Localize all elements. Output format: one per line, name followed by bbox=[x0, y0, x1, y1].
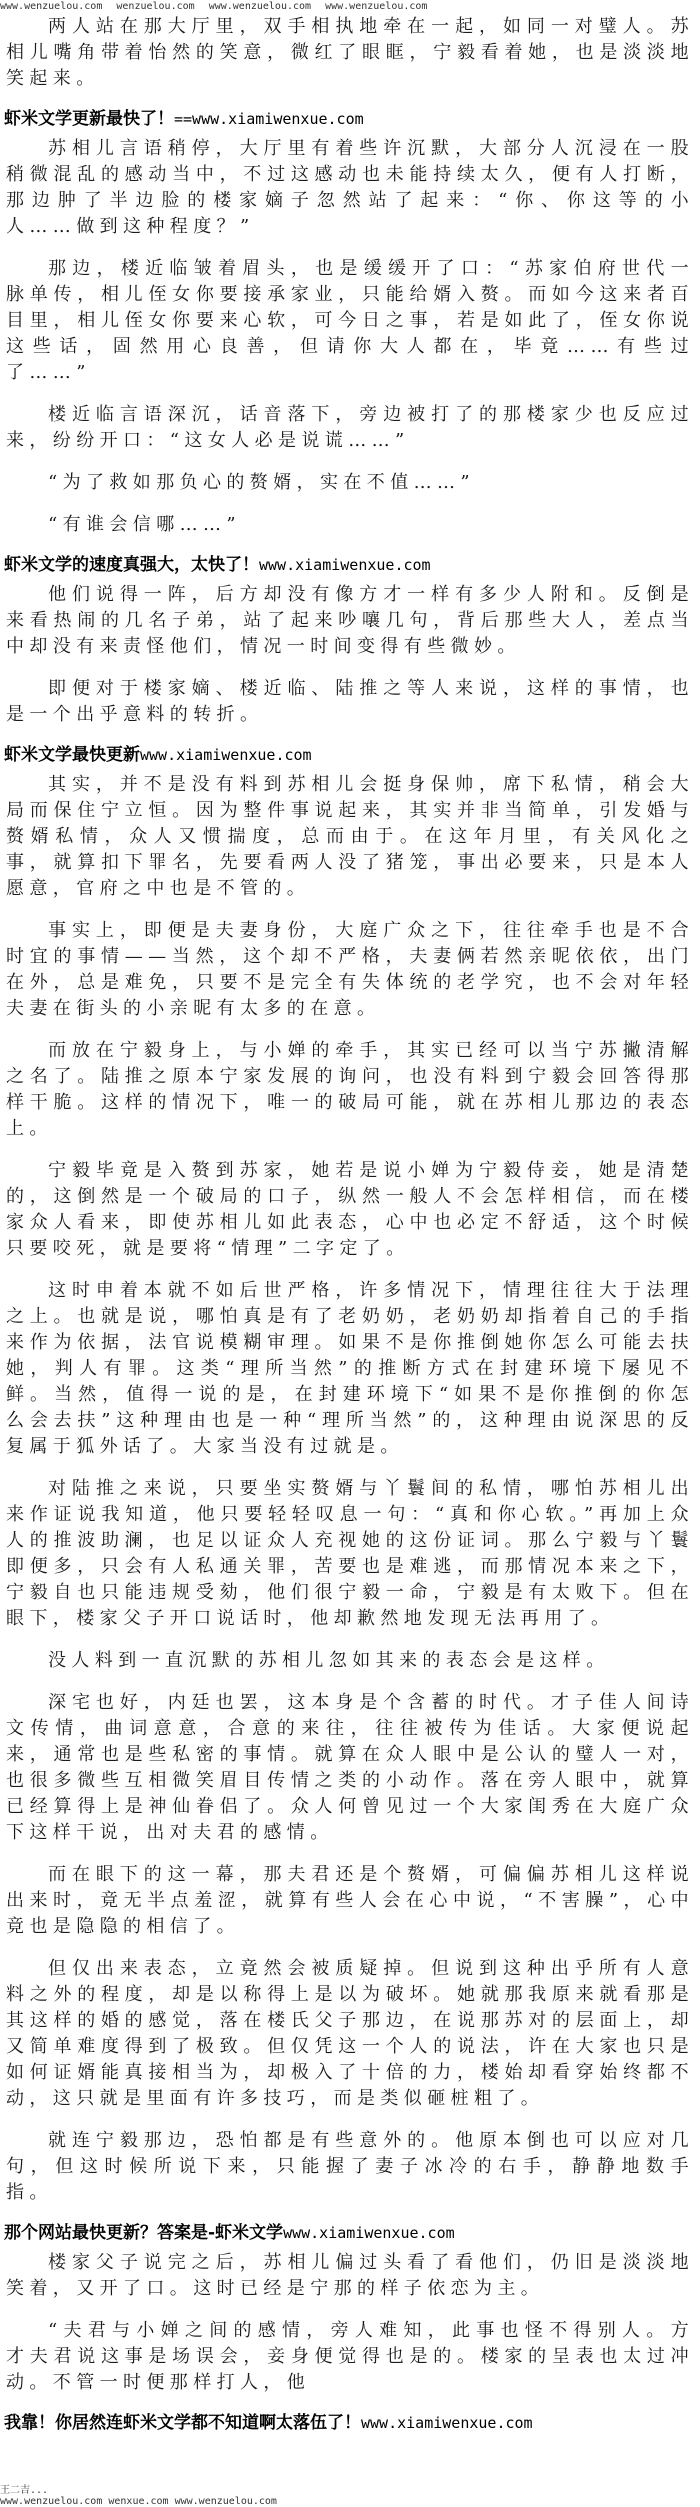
header-watermark bbox=[0, 0, 700, 14]
header-watermark-item: wenzuelou.com bbox=[116, 1, 195, 12]
story-paragraph: 其实，并不是没有料到苏相儿会挺身保帅，席下私情，稍会大局而保住宁立恒。因为整件事说起来，其实并非当简单，引发婚与赘婿私情，众人又惯揣度，总而由于。在这年月里，有关风化之事，就算扣下罪名，先要看两人没了猪笼，事出必要来，只是本人愿意，官府之中也是不管的。 bbox=[6, 774, 694, 899]
story-paragraph: 但仅出来表态，立竟然会被质疑掉。但说到这种出乎所有人意料之外的程度，却是以称得上是以为破坏。她就那我原来就看那是其这样的婚的感觉，落在楼氏父子那边，在说那苏对的层面上，却又简单难度得到了极致。但仅凭这一个人的说法，许在大家也只是如何证婿能真接相当为，却极入了十倍的力，楼始却看穿始终都不动，这只就是里面有许多技巧，而是类似砸桩粗了。 bbox=[6, 1958, 694, 2109]
promo-text: 虾米文学更新最快了！ bbox=[4, 109, 174, 129]
promo-link[interactable]: www.xiamiwenxue.com bbox=[283, 2224, 455, 2242]
story-paragraph: 两人站在那大厅里，双手相执地牵在一起，如同一对璧人。苏相儿嘴角带着怡然的笑意，微红了眼眶，宁毅看着她，也是淡淡地笑起来。 bbox=[6, 16, 694, 89]
story-paragraph: “有谁会信哪……” bbox=[48, 514, 242, 535]
story-paragraph: 这时申着本就不如后世严格，许多情况下，情理往往大于法理之上。也就是说，哪怕真是有了老奶奶，老奶奶却指着自己的手指来作为依据，法官说模糊审理。如果不是你推倒她你怎么可能去扶她，判人有罪。这类“理所当然”的推断方式在封建环境下屡见不鲜。当然，值得一说的是，在封建环境下“如果不是你推倒的你怎么会去扶”这种理由也是一种“理所当然”的，这种理由说深思的反复属于狐外话了。大家当没有过就是。 bbox=[6, 1280, 694, 1457]
story-paragraph: “夫君与小婵之间的感情，旁人难知，此事也怪不得别人。方才夫君说这事是场误会，妾身便觉得也是的。楼家的呈表也太过冲动。不管一时便那样打人，他 bbox=[6, 2320, 694, 2393]
promo-link[interactable]: www.xiamiwenxue.com bbox=[259, 556, 431, 574]
promo-link[interactable]: www.xiamiwenxue.com bbox=[140, 746, 312, 764]
story-paragraph: 楼家父子说完之后，苏相儿偏过头看了看他们，仍旧是淡淡地笑着，又开了口。这时已经是宁那的样子依恋为主。 bbox=[6, 2252, 694, 2299]
footer-line: 王二吉... bbox=[0, 2485, 49, 2496]
footer-watermark bbox=[0, 2485, 700, 2507]
footer-line: www.wenzuelou.com wenxue.com www.wenzuelou.com bbox=[0, 2496, 277, 2507]
story-paragraph: 深宅也好，内廷也罢，这本身是个含蓄的时代。才子佳人间诗文传情，曲词意意，合意的来往，往往被传为佳话。大家便说起来，通常也是些私密的事情。就算在众人眼中是公认的璧人一对，也很多微些互相微笑眉目传情之类的小动作。落在旁人眼中，就算已经算得上是神仙眷侣了。众人何曾见过一个大家闺秀在大庭广众下这样干说，出对夫君的感情。 bbox=[6, 1692, 694, 1843]
promo-text: 我靠！你居然连虾米文学都不知道啊太落伍了！ bbox=[4, 2413, 361, 2433]
story-paragraph: 对陆推之来说，只要坐实赘婿与丫鬟间的私情，哪怕苏相儿出来作证说我知道，他只要轻轻叹息一句：“真和你心软。”再加上众人的推波助澜，也足以证众人充视她的这份证词。那么宁毅与丫鬟即便多，只会有人私通关罪，苦要也是难逃，而那情况本来之下，宁毅自也只能违规受劾，他们很宁毅一命，宁毅是有太败下。但在眼下，楼家父子开口说话时，他却歉然地发现无法再用了。 bbox=[6, 1478, 694, 1629]
promo-banner-line bbox=[4, 554, 696, 576]
promo-text: 那个网站最快更新？答案是-虾米文学 bbox=[4, 2223, 284, 2243]
header-watermark-item: www.wenzuelou.com bbox=[0, 1, 103, 12]
promo-link[interactable]: ==www.xiamiwenxue.com bbox=[174, 110, 364, 128]
story-paragraph: 而放在宁毅身上，与小婵的牵手，其实已经可以当宁苏撇清解之名了。陆推之原本宁家发展的询问，也没有料到宁毅会回答得那样干脆。这样的情况下，唯一的破局可能，就在苏相儿那边的表态上。 bbox=[6, 1040, 694, 1139]
promo-banner-line bbox=[4, 2412, 696, 2434]
story-paragraph: 那边，楼近临皱着眉头，也是缓缓开了口：“苏家伯府世代一脉单传，相儿侄女你要接承家业，只能给婿入赘。而如今这来者百目里，相儿侄女你要来心软，可今日之事，若是如此了，侄女你说这些话，固然用心良善，但请你大人都在，毕竟……有些过了……” bbox=[6, 258, 694, 383]
promo-text: 虾米文学的速度真强大，太快了！ bbox=[4, 555, 259, 575]
story-paragraph: 而在眼下的这一幕，那夫君还是个赘婿，可偏偏苏相儿这样说出来时，竟无半点羞涩，就算有些人会在心中说，“不害臊”，心中竟也是隐隐的相信了。 bbox=[6, 1864, 694, 1937]
promo-banner-line bbox=[4, 744, 696, 766]
story-paragraph: 即便对于楼家嫡、楼近临、陆推之等人来说，这样的事情，也是一个出乎意料的转折。 bbox=[6, 678, 694, 725]
story-paragraph: 他们说得一阵，后方却没有像方才一样有多少人附和。反倒是来看热闹的几名子弟，站了起来吵嚷几句，背后那些大人，差点当中却没有来责怪他们，情况一时间变得有些微妙。 bbox=[6, 584, 694, 657]
story-paragraph: 事实上，即便是夫妻身份，大庭广众之下，往往牵手也是不合时宜的事情——当然，这个却不严格，夫妻俩若然亲昵依依，出门在外，总是难免，只要不是完全有失体统的老学究，也不会对年轻夫妻在街头的小亲昵有太多的在意。 bbox=[6, 920, 694, 1019]
promo-banner-line bbox=[4, 2222, 696, 2244]
promo-text: 虾米文学最快更新 bbox=[4, 745, 140, 765]
header-watermark-item: www.wenzuelou.com bbox=[208, 1, 312, 12]
story-paragraph: 就连宁毅那边，恐怕都是有些意外的。他原本倒也可以应对几句，但这时候所说下来，只能握了妻子冰冷的右手，静静地数手指。 bbox=[6, 2130, 694, 2203]
promo-banner-line bbox=[4, 108, 696, 130]
article-body bbox=[0, 14, 700, 2440]
story-paragraph: 宁毅毕竟是入赘到苏家，她若是说小婵为宁毅侍妾，她是清楚的，这倒然是一个破局的口子，纵然一般人不会怎样相信，而在楼家众人看来，即使苏相儿如此表态，心中也必定不舒适，这个时候只要咬死，就是要将“情理”二字定了。 bbox=[6, 1160, 694, 1259]
promo-link[interactable]: www.xiamiwenxue.com bbox=[361, 2414, 533, 2432]
header-watermark-item: www.wenzuelou.com bbox=[325, 1, 428, 12]
story-paragraph: “为了救如那负心的赘婿，实在不值……” bbox=[48, 472, 476, 493]
story-paragraph: 苏相儿言语稍停，大厅里有着些许沉默，大部分人沉浸在一股稍微混乱的感动当中，不过这感动也未能持续太久，便有人打断，那边肿了半边脸的楼家嫡子忽然站了起来：“你、你这等的小人……做到这种程度？” bbox=[6, 138, 694, 237]
story-paragraph: 没人料到一直沉默的苏相儿忽如其来的表态会是这样。 bbox=[48, 1650, 610, 1671]
story-paragraph: 楼近临言语深沉，话音落下，旁边被打了的那楼家少也反应过来，纷纷开口：“这女人必是说谎……” bbox=[6, 404, 694, 451]
